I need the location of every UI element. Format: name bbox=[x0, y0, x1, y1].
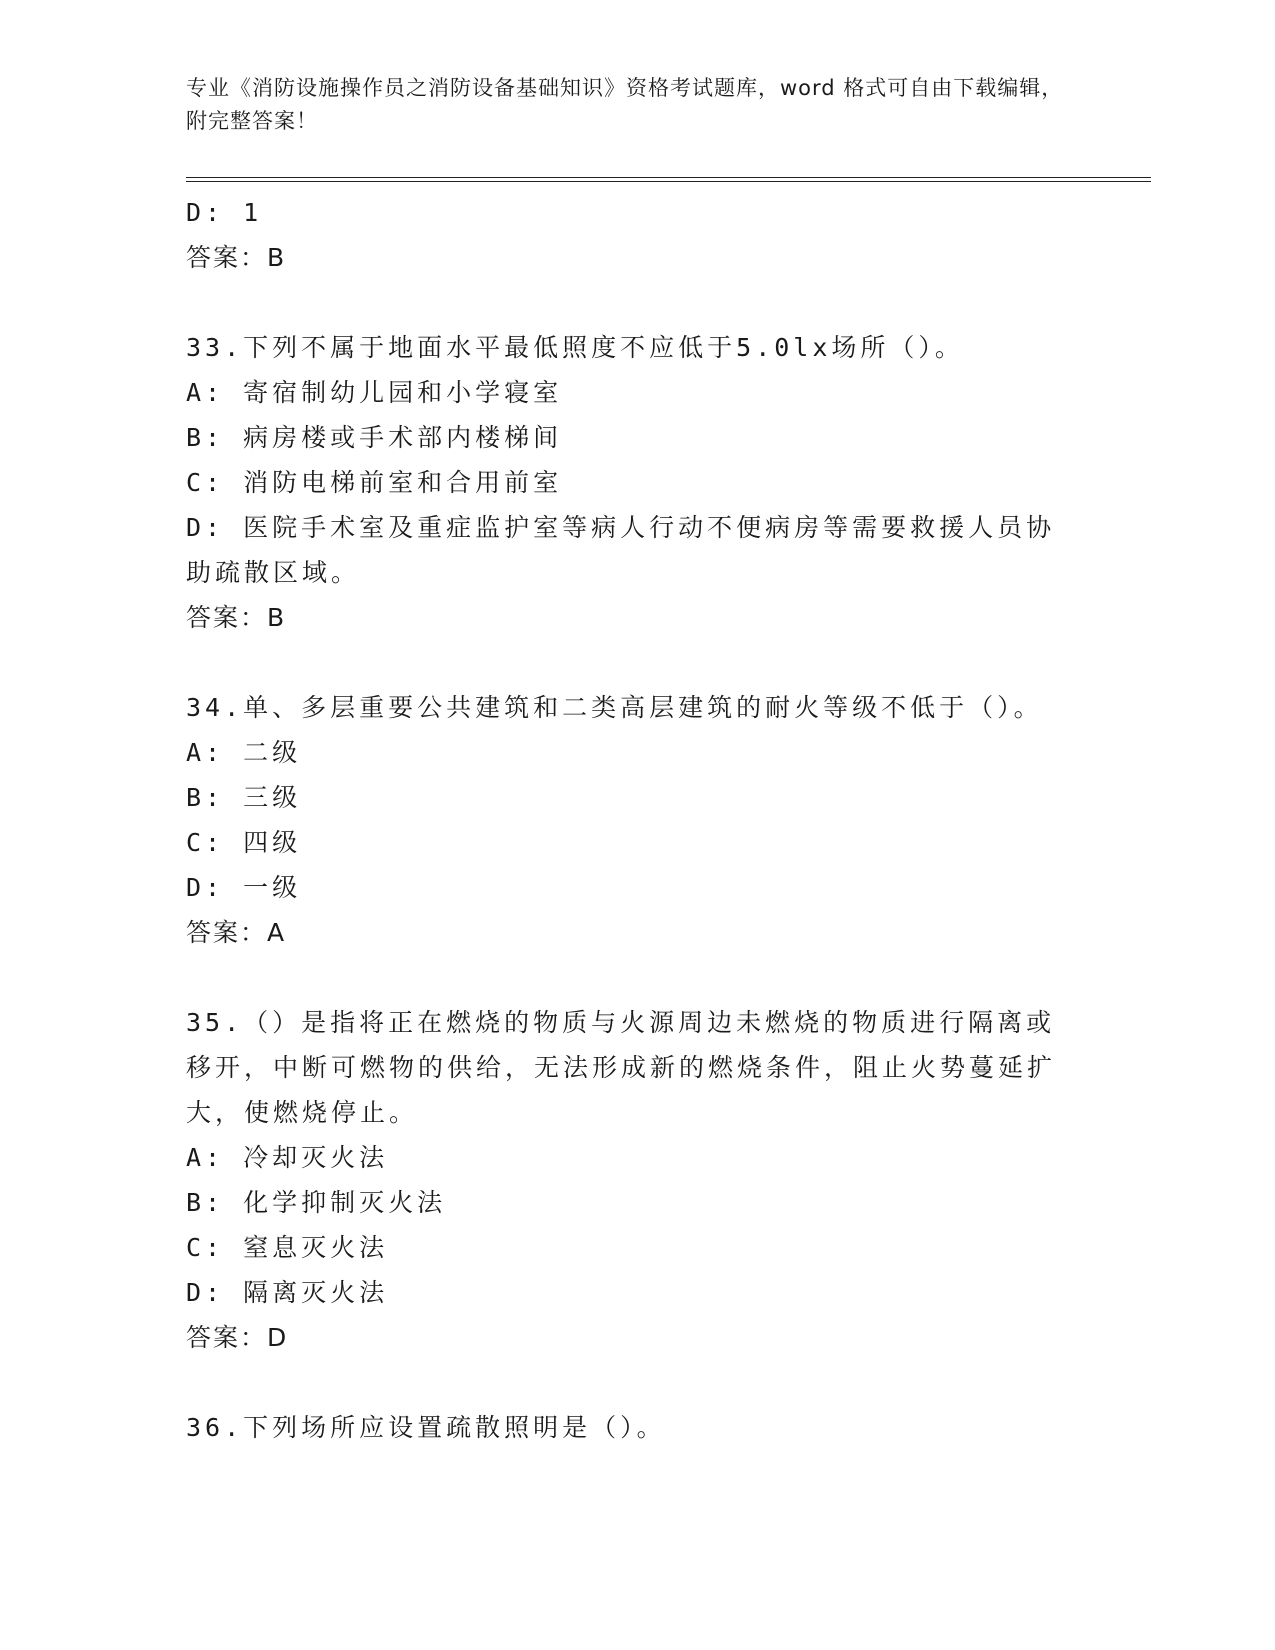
question-33-option-d: D: 医院手术室及重症监护室等病人行动不便病房等需要救援人员协助疏散区域。 bbox=[186, 513, 1056, 587]
question-34-option-a: A: 二级 bbox=[186, 738, 302, 767]
question-36-stem: 36.下列场所应设置疏散照明是（）。 bbox=[186, 1413, 666, 1442]
question-list bbox=[186, 190, 1076, 1450]
spacer bbox=[186, 1360, 1076, 1405]
question-35-stem: 35.（）是指将正在燃烧的物质与火源周边未燃烧的物质进行隔离或移开，中断可燃物的供给，无法形成新的燃烧条件，阻止火势蔓延扩大，使燃烧停止。 bbox=[186, 1008, 1057, 1127]
question-34-answer: 答案：A bbox=[186, 918, 287, 947]
document-header: 专业《消防设施操作员之消防设备基础知识》资格考试题库，word 格式可自由下载编辑，附完整答案！ bbox=[186, 76, 1064, 133]
spacer bbox=[186, 280, 1076, 325]
spacer bbox=[186, 640, 1076, 685]
question-34-option-d: D: 一级 bbox=[186, 873, 302, 902]
header-divider bbox=[186, 177, 1151, 182]
prev-option-d: D: 1 bbox=[186, 198, 263, 227]
question-33-option-c: C: 消防电梯前室和合用前室 bbox=[186, 468, 563, 497]
question-35-option-c: C: 窒息灭火法 bbox=[186, 1233, 389, 1262]
question-33-stem: 33.下列不属于地面水平最低照度不应低于5.0lx场所（）。 bbox=[186, 333, 964, 362]
question-34-option-c: C: 四级 bbox=[186, 828, 302, 857]
question-35-option-b: B: 化学抑制灭火法 bbox=[186, 1188, 447, 1217]
question-35-answer: 答案：D bbox=[186, 1323, 289, 1352]
question-35-option-d: D: 隔离灭火法 bbox=[186, 1278, 389, 1307]
question-34-option-b: B: 三级 bbox=[186, 783, 302, 812]
question-33-answer: 答案：B bbox=[186, 603, 287, 632]
question-34-stem: 34.单、多层重要公共建筑和二类高层建筑的耐火等级不低于（）。 bbox=[186, 693, 1043, 722]
question-33-option-a: A: 寄宿制幼儿园和小学寝室 bbox=[186, 378, 563, 407]
prev-answer: 答案：B bbox=[186, 243, 287, 272]
question-35-option-a: A: 冷却灭火法 bbox=[186, 1143, 389, 1172]
question-33-option-b: B: 病房楼或手术部内楼梯间 bbox=[186, 423, 563, 452]
spacer bbox=[186, 955, 1076, 1000]
